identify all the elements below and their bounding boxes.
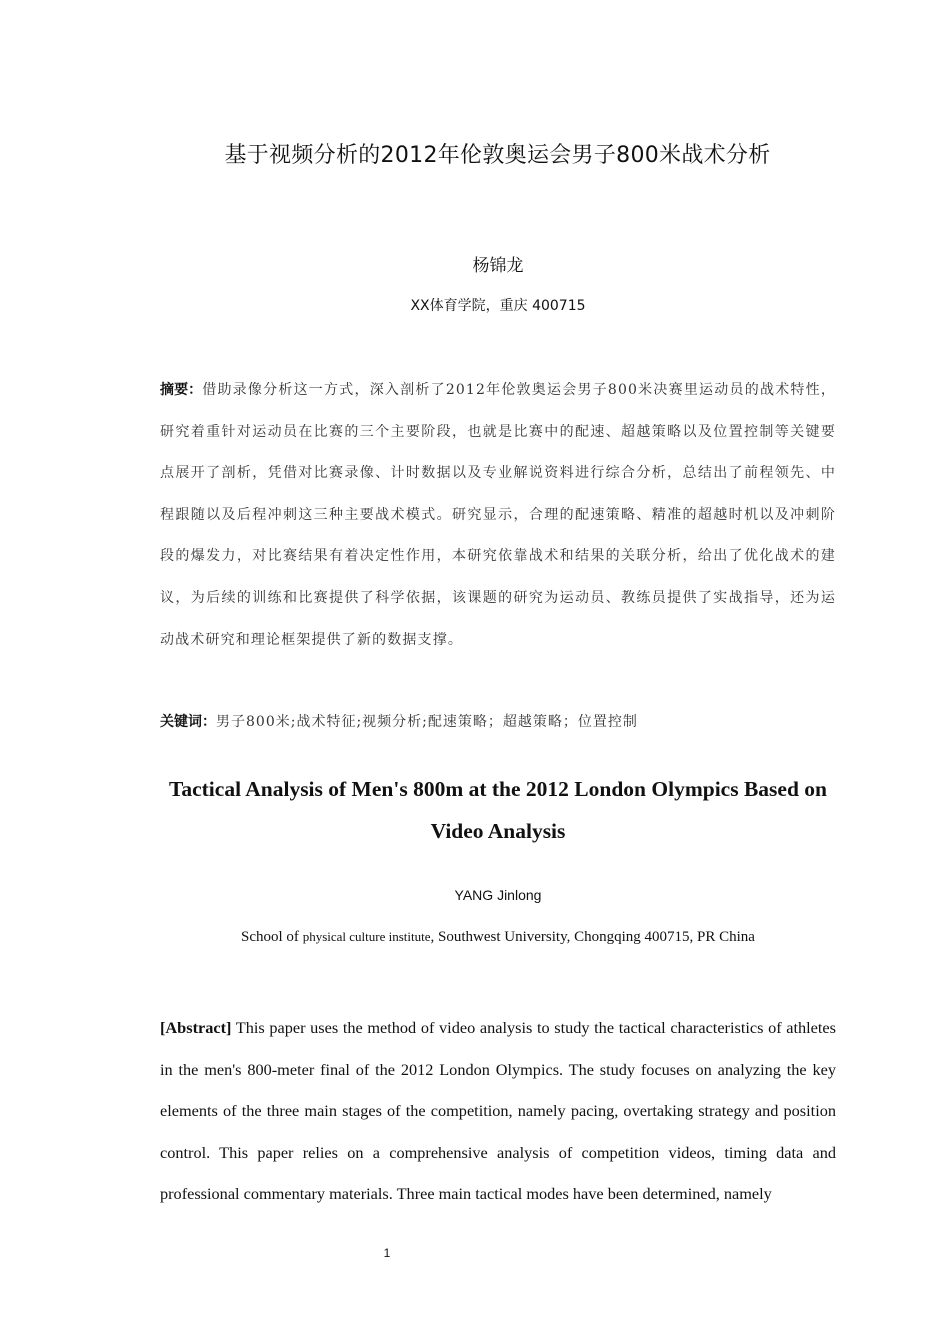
english-affiliation-prefix: School of — [241, 929, 303, 945]
english-abstract-label: [Abstract] — [160, 1018, 232, 1037]
chinese-abstract-label: 摘要： — [160, 382, 203, 398]
chinese-abstract-text: 借助录像分析这一方式，深入剖析了2012年伦敦奥运会男子800米决赛里运动员的战术特性，研究着重针对运动员在比赛的三个主要阶段，也就是比赛中的配速、超越策略以及位置控制等关键要点展开了剖析，凭借对比赛录像、计时数据以及专业解说资料进行综合分析，总结出了前程领先、中程跟随以及后程冲刺这三种主要战术模式。研究显示，合理的配速策略、精准的超越时机以及冲刺阶段的爆发力，对比赛结果有着决定性作用，本研究依靠战术和结果的关联分析，给出了优化战术的建议，为后续的训练和比赛提供了科学依据，该课题的研究为运动员、教练员提供了实战指导，还为运动战术研究和理论框架提供了新的数据支撑。 — [160, 382, 837, 648]
english-affiliation-institute: physical culture institute — [302, 929, 431, 944]
chinese-author: 杨锦龙 — [472, 256, 524, 276]
page-number: 1 — [383, 1246, 391, 1260]
english-affiliation-suffix: , Southwest University, Chongqing 400715, PR China — [430, 929, 755, 945]
chinese-affiliation: XX体育学院，重庆 400715 — [410, 298, 586, 314]
chinese-keywords — [160, 702, 836, 743]
chinese-keywords-text: 男子800米;战术特征;视频分析;配速策略；超越策略；位置控制 — [216, 714, 638, 730]
english-author: YANG Jinlong — [454, 887, 542, 903]
english-abstract-text: This paper uses the method of video analysis to study the tactical characteristics of athletes in the men's 800-meter final of the 2012 London Olympics. The study focuses on analyzing the key elements of the three main stages of the competition, namely pacing, overtaking strategy and position control. This paper relies on a comprehensive analysis of competition videos, timing data and professional commentary materials. Three main tactical modes have been determined, namely — [160, 1018, 836, 1204]
english-abstract — [160, 1007, 836, 1215]
chinese-title: 基于视频分析的2012年伦敦奥运会男子800米战术分析 — [224, 143, 771, 168]
english-affiliation — [0, 927, 950, 947]
chinese-keywords-label: 关键词： — [160, 714, 216, 730]
chinese-abstract — [160, 370, 836, 661]
english-title: Tactical Analysis of Men's 800m at the 2012 London Olympics Based on Video Analysis — [168, 777, 827, 843]
